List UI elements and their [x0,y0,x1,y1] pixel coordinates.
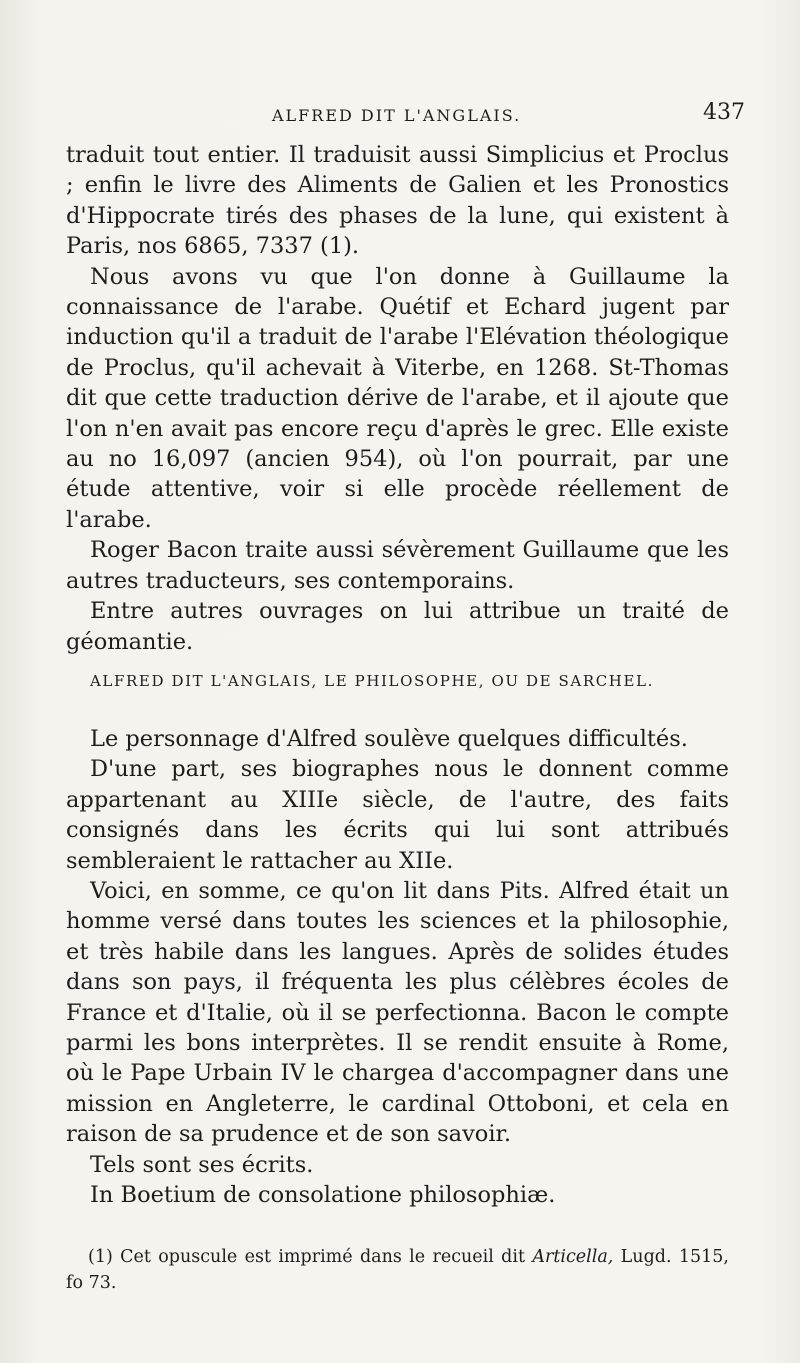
paragraph: Nous avons vu que l'on donne à Guillaume la connaissance de l'arabe. Quétif et Echard jugent par induction qu'il a traduit de l'arabe l'Elévation théologique de Proclus, qu'il achevait à Viterbe, en 1268. St-Thomas dit que cette traduction dérive de l'arabe, et il ajoute que l'on n'en avait pas encore reçu d'après le grec. Elle existe au no 16,097 (ancien 954), où l'on pourrait, par une étude attentive, voir si elle procède réellement de l'arabe. [66,263,729,533]
footnote-text-after: Lugd. 1515, fo 73. [66,1247,729,1293]
paragraph: Voici, en somme, ce qu'on lit dans Pits. Alfred était un homme versé dans toutes les sciences et la philosophie, et très habile dans les langues. Après de solides études dans son pays, il fréquenta les plus célèbres écoles de France et d'Italie, où il se perfectionna. Bacon le compte parmi les bons interprètes. Il se rendit ensuite à Rome, où le Pape Urbain IV le chargea d'accompagner dans une mission en Angleterre, le cardinal Ottoboni, et cela en raison de sa prudence et de son savoir. [66,878,729,1148]
footnote-marker: (1) [88,1247,113,1267]
running-head [0,96,800,136]
page-number: 437 [703,100,745,125]
paragraph: Roger Bacon traite aussi sévèrement Guillaume que les autres traducteurs, ses contemporains. [66,537,729,594]
footnote-text-before: Cet opuscule est imprimé dans le recueil dit [120,1247,525,1267]
running-title: ALFRED DIT L'ANGLAIS. [272,106,522,125]
paragraph: D'une part, ses biographes nous le donnent comme appartenant au XIIIe siècle, de l'autre, des faits consignés dans les écrits qui lui sont attribués sembleraient le rattacher au XIIe. [66,756,729,874]
paragraph: traduit tout entier. Il traduisit aussi Simplicius et Proclus ; enfin le livre des Aliments de Galien et les Pronostics d'Hippocrate tirés des phases de la lune, qui existent à Paris, nos 6865, 7337 (1). [66,142,729,260]
paragraph: In Boetium de consolatione philosophiæ. [90,1182,556,1209]
section-heading: ALFRED DIT L'ANGLAIS, LE PHILOSOPHE, OU DE SARCHEL. [90,672,654,690]
paragraph: Le personnage d'Alfred soulève quelques difficultés. [90,726,688,752]
footnote-text [66,1244,729,1296]
main-text-top [66,140,729,657]
paragraph: Tels sont ses écrits. [90,1151,314,1178]
footnote [66,1244,729,1296]
paragraph: Entre autres ouvrages on lui attribue un traité de géomantie. [66,598,729,655]
main-text-bottom [66,724,729,1211]
footnote-title: Articella, [532,1247,614,1267]
